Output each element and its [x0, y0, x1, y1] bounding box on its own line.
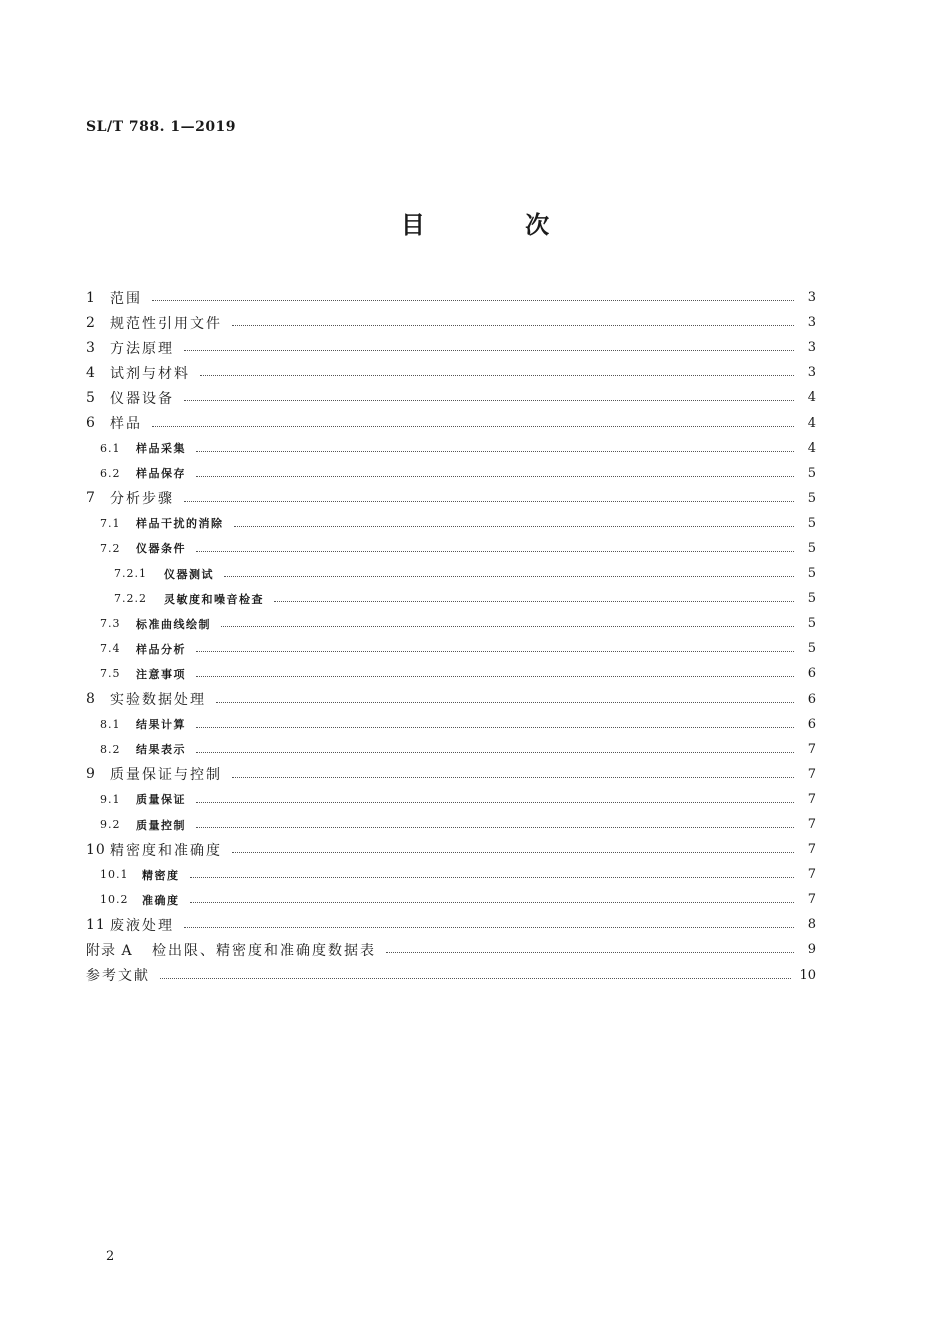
dot-leader: [216, 702, 794, 703]
toc-entry-label: 参考文献: [86, 968, 150, 985]
dot-leader: [196, 752, 794, 753]
toc-entry-label: 样品: [110, 416, 142, 433]
toc-entry[interactable]: [86, 762, 816, 787]
toc-entry[interactable]: [86, 737, 816, 762]
toc-entry-label: 样品分析: [136, 642, 186, 656]
toc-entry-label: 样品干扰的消除: [136, 517, 224, 531]
toc-entry-number: 7.2.1: [114, 567, 147, 581]
toc-entry-page: 7: [807, 791, 816, 807]
toc-entry-page: 5: [807, 566, 816, 582]
toc-entry-number: 2: [86, 314, 96, 331]
dot-leader: [152, 300, 794, 301]
toc-entry-number: 10: [86, 841, 106, 858]
toc-entry[interactable]: [86, 787, 816, 812]
dot-leader: [196, 676, 794, 677]
toc-entry-label: 结果表示: [136, 743, 186, 757]
toc-entry-label: 实验数据处理: [110, 692, 206, 709]
toc-entry-label: 废液处理: [110, 917, 174, 934]
dot-leader: [196, 551, 794, 552]
toc-entry-page: 7: [807, 766, 816, 782]
toc-entry[interactable]: [86, 611, 816, 636]
toc-entry-page: 5: [807, 591, 816, 607]
toc-entry-label: 仪器测试: [164, 567, 214, 581]
toc-entry-page: 6: [807, 716, 816, 732]
toc-entry[interactable]: [86, 536, 816, 561]
toc-entry[interactable]: [86, 436, 816, 461]
toc-entry-page: 7: [807, 817, 816, 833]
toc-entry-page: 5: [807, 465, 816, 481]
dot-leader: [200, 375, 794, 376]
toc-entry[interactable]: [86, 912, 816, 937]
toc-entry[interactable]: [86, 712, 816, 737]
toc-entry-label: 质量保证: [136, 793, 186, 807]
toc-entry-number: 11: [86, 916, 106, 933]
toc-entry[interactable]: [86, 887, 816, 912]
toc-entry-label: 精密度: [142, 868, 180, 882]
dot-leader: [232, 325, 794, 326]
dot-leader: [160, 978, 791, 979]
toc-entry-label: 仪器条件: [136, 542, 186, 556]
toc-entry-page: 4: [807, 440, 816, 456]
toc-entry-page: 7: [807, 842, 816, 858]
dot-leader: [224, 576, 794, 577]
dot-leader: [190, 877, 795, 878]
toc-entry-number: 8.2: [100, 742, 121, 756]
toc-entry-page: 5: [807, 641, 816, 657]
toc-entry-label: 结果计算: [136, 718, 186, 732]
table-of-contents: [86, 285, 816, 988]
dot-leader: [184, 350, 794, 351]
toc-entry-label: 规范性引用文件: [110, 315, 222, 332]
toc-entry-number: 9: [86, 766, 96, 783]
dot-leader: [386, 952, 794, 953]
toc-entry[interactable]: [86, 335, 816, 360]
toc-entry[interactable]: [86, 561, 816, 586]
toc-entry-number: 10.1: [100, 868, 129, 882]
toc-entry-page: 6: [807, 666, 816, 682]
toc-entry-label: 样品采集: [136, 442, 186, 456]
toc-entry-number: 7: [86, 490, 96, 507]
standard-code: SL/T 788. 1—2019: [86, 119, 237, 135]
toc-entry[interactable]: [86, 410, 816, 435]
toc-entry-number: 7.5: [100, 667, 121, 681]
dot-leader: [234, 526, 795, 527]
toc-entry-label: 检出限、精密度和准确度数据表: [152, 942, 376, 959]
toc-entry-page: 3: [807, 315, 816, 331]
dot-leader: [274, 601, 794, 602]
toc-entry-label: 准确度: [142, 893, 180, 907]
toc-entry-label: 仪器设备: [110, 390, 174, 407]
toc-entry[interactable]: [86, 636, 816, 661]
toc-title: 目 次: [400, 210, 596, 239]
dot-leader: [184, 927, 794, 928]
toc-entry-page: 10: [799, 967, 816, 983]
toc-entry-number: 8.1: [100, 717, 121, 731]
dot-leader: [190, 902, 795, 903]
dot-leader: [196, 651, 794, 652]
dot-leader: [196, 451, 794, 452]
toc-entry-number: 9.2: [100, 818, 121, 832]
toc-entry[interactable]: [86, 812, 816, 837]
toc-entry-number: 5: [86, 389, 96, 406]
dot-leader: [232, 777, 794, 778]
dot-leader: [184, 400, 794, 401]
toc-entry-number: 7.2.2: [114, 592, 147, 606]
toc-entry[interactable]: [86, 687, 816, 712]
page-number: 2: [106, 1249, 115, 1264]
toc-entry-number: 7.2: [100, 541, 121, 555]
toc-entry-label: 分析步骤: [110, 491, 174, 508]
toc-entry-label: 方法原理: [110, 340, 174, 357]
toc-entry-page: 5: [807, 515, 816, 531]
toc-entry-page: 9: [807, 942, 816, 958]
toc-entry[interactable]: [86, 385, 816, 410]
toc-entry-page: 3: [807, 365, 816, 381]
toc-entry-page: 4: [807, 415, 816, 431]
toc-entry[interactable]: [86, 310, 816, 335]
toc-entry-label: 注意事项: [136, 667, 186, 681]
dot-leader: [221, 626, 794, 627]
toc-entry[interactable]: [86, 937, 816, 962]
toc-entry-page: 6: [807, 691, 816, 707]
toc-entry[interactable]: [86, 285, 816, 310]
toc-entry-page: 3: [807, 290, 816, 306]
toc-entry-number: 附录 A: [86, 942, 133, 959]
toc-entry-number: 10.2: [100, 893, 129, 907]
toc-entry-label: 质量控制: [136, 818, 186, 832]
dot-leader: [152, 426, 794, 427]
toc-entry-page: 8: [807, 917, 816, 933]
toc-entry-label: 试剂与材料: [110, 365, 190, 382]
toc-entry[interactable]: [86, 963, 816, 988]
dot-leader: [184, 501, 794, 502]
toc-entry-page: 7: [807, 867, 816, 883]
toc-entry-page: 7: [807, 741, 816, 757]
toc-entry-number: 7.3: [100, 617, 121, 631]
toc-entry-label: 标准曲线绘制: [136, 617, 211, 631]
toc-entry-page: 4: [807, 390, 816, 406]
toc-entry-number: 1: [86, 289, 96, 306]
toc-entry-number: 3: [86, 339, 96, 356]
toc-entry-number: 8: [86, 691, 96, 708]
toc-entry-number: 4: [86, 364, 96, 381]
dot-leader: [196, 827, 794, 828]
toc-entry[interactable]: [86, 586, 816, 611]
toc-entry-number: 9.1: [100, 792, 121, 806]
toc-entry-page: 5: [807, 490, 816, 506]
toc-entry-label: 质量保证与控制: [110, 767, 222, 784]
toc-entry-page: 5: [807, 616, 816, 632]
toc-entry-number: 6: [86, 415, 96, 432]
toc-entry-page: 7: [807, 892, 816, 908]
toc-entry[interactable]: [86, 511, 816, 536]
toc-entry[interactable]: [86, 461, 816, 486]
toc-entry[interactable]: [86, 862, 816, 887]
toc-entry-number: 6.1: [100, 441, 121, 455]
toc-entry-page: 5: [807, 540, 816, 556]
toc-entry[interactable]: [86, 486, 816, 511]
toc-entry-label: 样品保存: [136, 467, 186, 481]
dot-leader: [196, 727, 794, 728]
toc-entry[interactable]: [86, 837, 816, 862]
toc-entry-number: 7.4: [100, 642, 121, 656]
toc-entry[interactable]: [86, 360, 816, 385]
dot-leader: [196, 802, 794, 803]
toc-entry-number: 6.2: [100, 466, 121, 480]
toc-entry-label: 灵敏度和噪音检查: [164, 592, 264, 606]
toc-entry-page: 3: [807, 340, 816, 356]
toc-entry[interactable]: [86, 661, 816, 686]
toc-entry-label: 范围: [110, 290, 142, 307]
dot-leader: [232, 852, 794, 853]
dot-leader: [196, 476, 794, 477]
toc-entry-label: 精密度和准确度: [110, 842, 222, 859]
toc-entry-number: 7.1: [100, 516, 121, 530]
